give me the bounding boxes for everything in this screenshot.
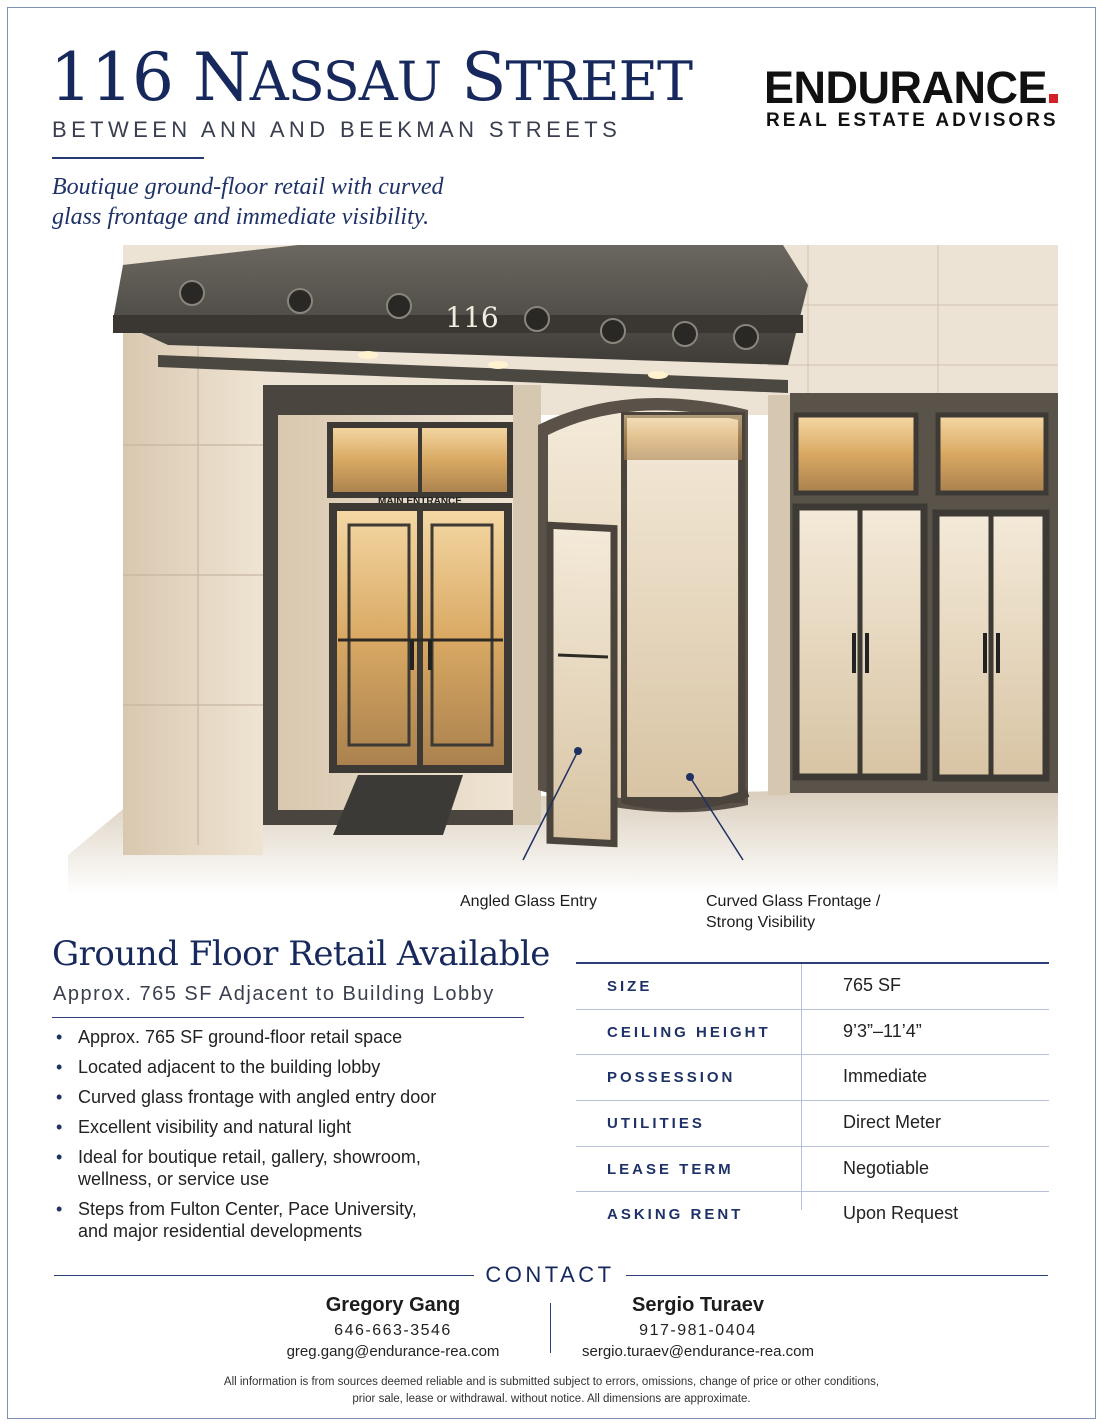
- spec-row-utilities: UTILITIES Direct Meter: [576, 1101, 1049, 1147]
- storefront-illustration: [68, 245, 1058, 895]
- contact-rule-left: [54, 1275, 474, 1276]
- spec-row-ceiling-height: CEILING HEIGHT 9’3”–11’4”: [576, 1010, 1049, 1056]
- spec-table: [576, 962, 1049, 1238]
- page-subtitle: BETWEEN ANN AND BEEKMAN STREETS: [52, 117, 622, 142]
- title-rule: [52, 157, 204, 159]
- feature-item: • Ideal for boutique retail, gallery, showroom, wellness, or service use: [56, 1147, 421, 1189]
- spec-row-size: SIZE 765 SF: [576, 964, 1049, 1010]
- logo-wordmark: ENDURANCE: [764, 64, 1064, 112]
- tagline: [52, 172, 444, 232]
- title-word-street: STREET: [461, 39, 692, 116]
- company-logo: [764, 64, 1064, 132]
- tagline-line-1: Boutique ground-floor retail with curved: [52, 174, 444, 200]
- spec-row-possession: POSSESSION Immediate: [576, 1055, 1049, 1101]
- callout-angled-entry: Angled Glass Entry: [460, 893, 597, 910]
- disclaimer: All information is from sources deemed reliable and is submitted subject to errors, omissions, change of price or other conditions, prior sale, lease or withdrawal. without notice. All dimensions are approximate.: [223, 1376, 880, 1405]
- feature-item: • Approx. 765 SF ground-floor retail space: [56, 1027, 403, 1047]
- contact-card-sergio: [548, 1292, 848, 1362]
- spec-row-lease-term: LEASE TERM Negotiable: [576, 1147, 1049, 1193]
- section-subtitle: Approx. 765 SF Adjacent to Building Lobby: [53, 983, 495, 1005]
- contact-card-gregory: [243, 1292, 543, 1362]
- section-rule: [52, 1017, 524, 1018]
- contact-phone[interactable]: 646-663-3546: [334, 1322, 452, 1339]
- tagline-line-2: glass frontage and immediate visibility.: [52, 204, 430, 230]
- entrance-sign-text: MAIN ENTRANCE: [378, 496, 462, 507]
- title-word-nassau: NASSAU: [192, 39, 442, 116]
- feature-item: • Curved glass frontage with angled entry door: [56, 1087, 437, 1107]
- logo-subline: REAL ESTATE ADVISORS: [766, 110, 1059, 131]
- spec-row-asking-rent: ASKING RENT Upon Request: [607, 1203, 959, 1224]
- feature-list: [54, 1026, 504, 1250]
- contact-phone[interactable]: 917-981-0404: [639, 1322, 757, 1339]
- address-number-sign: 116: [445, 301, 499, 334]
- contact-heading: CONTACT: [485, 1262, 615, 1287]
- left-pilaster: [123, 315, 263, 855]
- feature-item: • Excellent visibility and natural light: [56, 1117, 352, 1137]
- callout-curved-frontage: Curved Glass Frontage / Strong Visibility: [706, 893, 881, 931]
- angled-entry-door: [550, 525, 614, 843]
- feature-item: • Located adjacent to the building lobby: [56, 1057, 381, 1077]
- logo-red-dot: [1049, 94, 1058, 103]
- title-number: 116: [50, 39, 173, 116]
- section-title: Ground Floor Retail Available: [52, 934, 550, 974]
- feature-item: • Steps from Fulton Center, Pace University, and major residential developments: [56, 1199, 417, 1241]
- contact-name: Gregory Gang: [325, 1294, 461, 1316]
- contact-email[interactable]: greg.gang@endurance-rea.com: [286, 1343, 500, 1360]
- contact-name: Sergio Turaev: [632, 1294, 764, 1316]
- spec-column-divider: [801, 964, 802, 1210]
- page-title: [50, 38, 692, 122]
- contact-email[interactable]: sergio.turaev@endurance-rea.com: [581, 1343, 814, 1360]
- contact-rule-right: [626, 1275, 1048, 1276]
